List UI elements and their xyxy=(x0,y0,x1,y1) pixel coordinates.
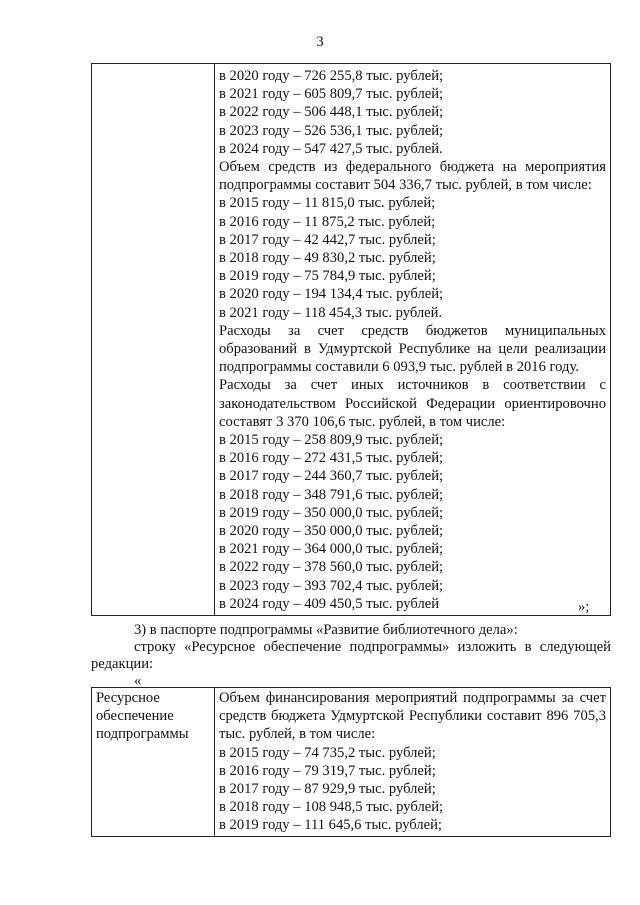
table-row xyxy=(92,64,611,616)
list-item: в 2019 году – 350 000,0 тыс. рублей; xyxy=(219,504,444,521)
list-item: в 2020 году – 194 134,4 тыс. рублей; xyxy=(219,286,444,303)
row-heading-line: Ресурсное xyxy=(96,690,160,706)
list-item: в 2015 году – 11 815,0 тыс. рублей; xyxy=(219,195,436,212)
list-item: в 2018 году – 49 830,2 тыс. рублей; xyxy=(219,250,436,267)
table-left-cell xyxy=(92,688,215,837)
list-item: в 2024 году – 547 427,5 тыс. рублей. xyxy=(219,140,443,157)
federal-budget-paragraph: Объем средств из федерального бюджета на мероприятия подпрограммы составит 504 336,7 тыс. рублей, в том числе: xyxy=(219,159,606,194)
list-item: в 2016 году – 11 875,2 тыс. рублей; xyxy=(219,213,436,230)
municipal-budget-paragraph: Расходы за счет средств бюджетов муниципальных образований в Удмуртской Республике на цели реализации подпрограммы составили 6 093,9 тыс. рублей в 2016 году. xyxy=(219,322,606,376)
list-item: в 2023 году – 393 702,4 тыс. рублей; xyxy=(219,577,444,594)
list-item: в 2016 году – 272 431,5 тыс. рублей; xyxy=(219,450,444,467)
list-item: в 2022 году – 378 560,0 тыс. рублей; xyxy=(219,559,444,576)
resource-table-new xyxy=(91,687,611,837)
list-item: в 2021 году – 605 809,7 тыс. рублей; xyxy=(219,86,444,103)
list-item: в 2021 году – 118 454,3 тыс. рублей. xyxy=(219,304,443,321)
list-item: в 2019 году – 111 645,6 тыс. рублей; xyxy=(219,817,442,834)
amendment-instruction-continued: редакции: xyxy=(91,656,154,672)
list-item: в 2023 году – 526 536,1 тыс. рублей; xyxy=(219,122,444,139)
list-item: в 2016 году – 79 319,7 тыс. рублей; xyxy=(219,762,436,779)
amendment-item: 3) в паспорте подпрограммы «Развитие библиотечного дела»: xyxy=(134,622,518,638)
list-item: в 2018 году – 348 791,6 тыс. рублей; xyxy=(219,486,444,503)
list-item: в 2020 году – 726 255,8 тыс. рублей; xyxy=(219,68,444,84)
table-left-cell xyxy=(92,64,215,616)
list-item: в 2018 году – 108 948,5 тыс. рублей; xyxy=(219,799,444,816)
list-item: в 2020 году – 350 000,0 тыс. рублей; xyxy=(219,523,444,540)
table-row xyxy=(92,688,611,837)
list-item: в 2021 году – 364 000,0 тыс. рублей; xyxy=(219,541,444,558)
closing-quote: »; xyxy=(578,599,590,615)
list-item: в 2015 году – 258 809,9 тыс. рублей; xyxy=(219,432,444,449)
opening-quote: « xyxy=(134,673,142,689)
row-heading-line: подпрограммы xyxy=(96,726,189,743)
list-item: в 2019 году – 75 784,9 тыс. рублей; xyxy=(219,268,436,285)
list-item: в 2022 году – 506 448,1 тыс. рублей; xyxy=(219,104,444,121)
table-right-cell xyxy=(215,64,611,616)
row-heading-line: обеспечение xyxy=(96,708,174,725)
amendment-instruction: строку «Ресурсное обеспечение подпрограммы» изложить в следующей xyxy=(134,639,611,655)
list-item: в 2017 году – 42 442,7 тыс. рублей; xyxy=(219,231,436,248)
list-item: в 2017 году – 87 929,9 тыс. рублей; xyxy=(219,781,436,798)
other-sources-paragraph: Расходы за счет иных источников в соответствии с законодательством Российской Федерации ориентировочно составят 3 370 106,6 тыс. рублей, в том числе: xyxy=(219,377,606,430)
page-number: 3 xyxy=(316,34,324,50)
financing-paragraph: Объем финансирования мероприятий подпрограммы за счет средств бюджета Удмуртской Республики составит 896 705,3 тыс. рублей, в том числе: xyxy=(219,690,606,743)
resource-table-continuation xyxy=(91,63,611,616)
list-item: в 2015 году – 74 735,2 тыс. рублей; xyxy=(219,744,436,761)
list-item: в 2017 году – 244 360,7 тыс. рублей; xyxy=(219,468,444,485)
list-item: в 2024 году – 409 450,5 тыс. рублей xyxy=(219,595,440,612)
table-right-cell xyxy=(215,688,611,837)
